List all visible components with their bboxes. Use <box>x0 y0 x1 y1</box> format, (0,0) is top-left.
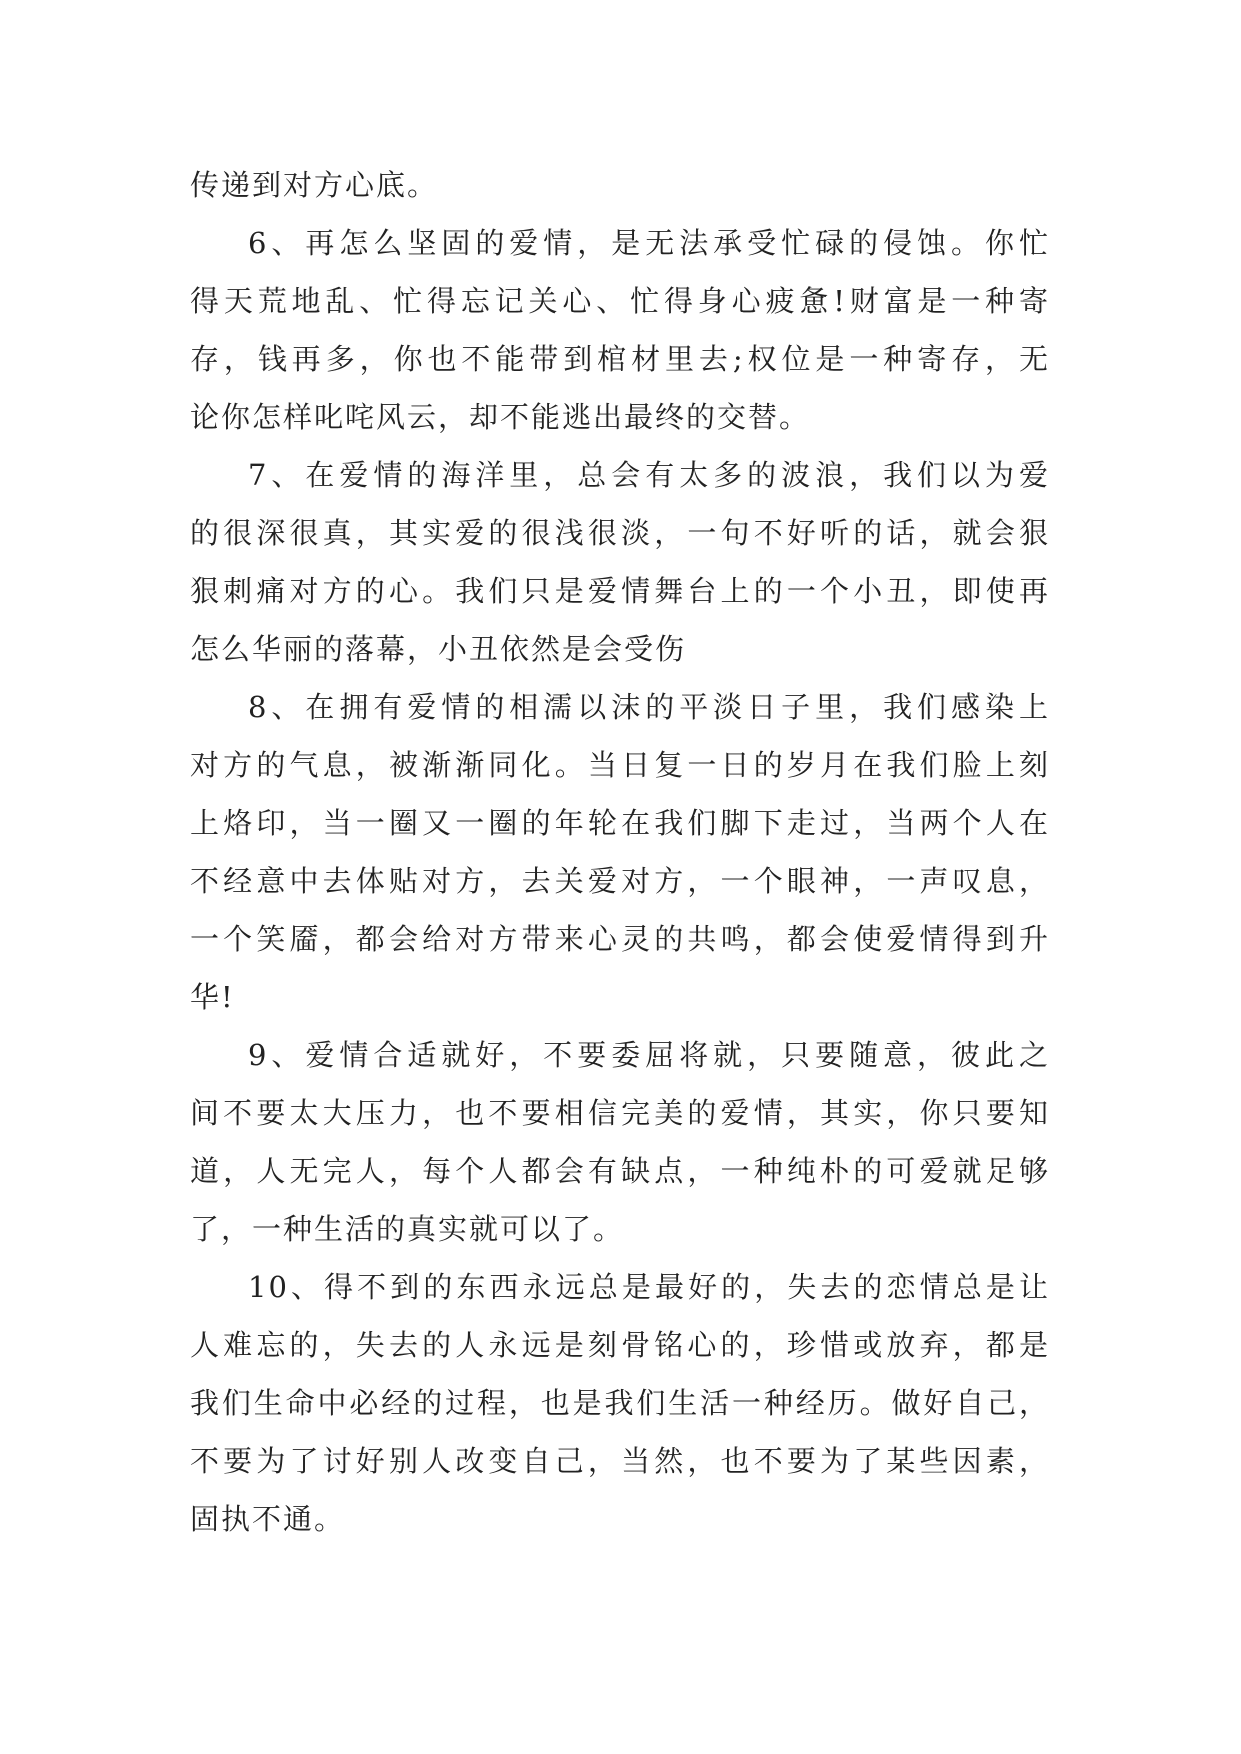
text-line: 对方的气息，被渐渐同化。当日复一日的岁月在我们脸上刻 <box>190 748 1050 782</box>
document-body <box>190 156 1050 1548</box>
text-line: 传递到对方心底。 <box>190 168 439 202</box>
text-line: 9、爱情合适就好，不要委屈将就，只要随意，彼此之 <box>248 1038 1050 1072</box>
text-line: 了，一种生活的真实就可以了。 <box>190 1212 625 1246</box>
text-line: 10、得不到的东西永远总是最好的，失去的恋情总是让 <box>248 1270 1050 1304</box>
text-line: 不要为了讨好别人改变自己，当然，也不要为了某些因素， <box>190 1444 1050 1478</box>
text-line: 间不要太大压力，也不要相信完美的爱情，其实，你只要知 <box>190 1096 1050 1130</box>
text-line: 存，钱再多，你也不能带到棺材里去;权位是一种寄存，无 <box>190 342 1050 376</box>
text-line: 7、在爱情的海洋里，总会有太多的波浪，我们以为爱 <box>248 458 1050 492</box>
text-line: 我们生命中必经的过程，也是我们生活一种经历。做好自己， <box>190 1386 1050 1420</box>
text-line: 人难忘的，失去的人永远是刻骨铭心的，珍惜或放弃，都是 <box>190 1328 1050 1362</box>
text-line: 8、在拥有爱情的相濡以沫的平淡日子里，我们感染上 <box>248 690 1050 724</box>
text-line: 怎么华丽的落幕，小丑依然是会受伤 <box>190 632 687 666</box>
text-line: 狠刺痛对方的心。我们只是爱情舞台上的一个小丑，即使再 <box>190 574 1050 608</box>
text-line: 得天荒地乱、忙得忘记关心、忙得身心疲惫!财富是一种寄 <box>190 284 1050 318</box>
text-line: 道，人无完人，每个人都会有缺点，一种纯朴的可爱就足够 <box>190 1154 1050 1188</box>
text-line: 华! <box>190 980 235 1014</box>
text-line: 一个笑靥，都会给对方带来心灵的共鸣，都会使爱情得到升 <box>190 922 1050 956</box>
text-line: 的很深很真，其实爱的很浅很淡，一句不好听的话，就会狠 <box>190 516 1050 550</box>
text-line: 6、再怎么坚固的爱情，是无法承受忙碌的侵蚀。你忙 <box>248 226 1050 260</box>
text-line: 固执不通。 <box>190 1502 346 1536</box>
text-line: 论你怎样叱咤风云，却不能逃出最终的交替。 <box>190 400 811 434</box>
text-line: 上烙印，当一圈又一圈的年轮在我们脚下走过，当两个人在 <box>190 806 1050 840</box>
text-line: 不经意中去体贴对方，去关爱对方，一个眼神，一声叹息， <box>190 864 1050 898</box>
